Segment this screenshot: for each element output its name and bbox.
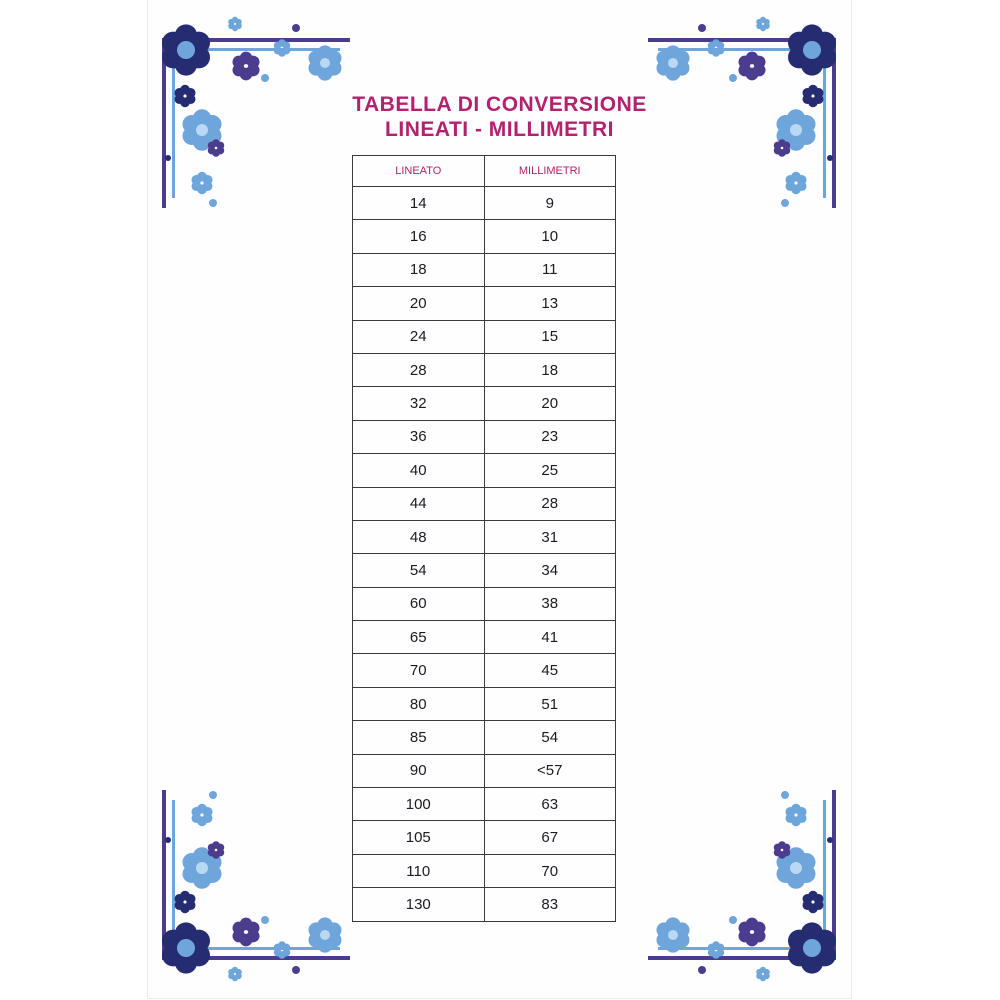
- table-row: [353, 520, 616, 553]
- lineato-cell: 24: [353, 320, 485, 353]
- table-row: [353, 387, 616, 420]
- lineato-cell: 54: [353, 554, 485, 587]
- table-header-row: [353, 156, 616, 187]
- table-row: [353, 353, 616, 386]
- millimetri-cell: 15: [484, 320, 616, 353]
- lineato-cell: 18: [353, 253, 485, 286]
- millimetri-cell: 67: [484, 821, 616, 854]
- millimetri-cell: 13: [484, 287, 616, 320]
- table-row: [353, 587, 616, 620]
- floral-corner-icon-bottom-right: [648, 790, 848, 990]
- table-row: [353, 253, 616, 286]
- millimetri-cell: 18: [484, 353, 616, 386]
- millimetri-cell: 41: [484, 621, 616, 654]
- table-row: [353, 888, 616, 921]
- lineato-cell: 65: [353, 621, 485, 654]
- floral-corner-icon: [648, 790, 848, 990]
- table-row: [353, 220, 616, 253]
- table-row: [353, 420, 616, 453]
- table-row: [353, 687, 616, 720]
- table-row: [353, 454, 616, 487]
- millimetri-cell: 83: [484, 888, 616, 921]
- lineato-cell: 105: [353, 821, 485, 854]
- page-title: TABELLA DI CONVERSIONE: [352, 93, 647, 116]
- lineato-cell: 85: [353, 721, 485, 754]
- column-header-lineato: LINEATO: [353, 156, 485, 187]
- floral-corner-icon: [150, 790, 350, 990]
- millimetri-cell: <57: [484, 754, 616, 787]
- lineato-cell: 100: [353, 788, 485, 821]
- millimetri-cell: 70: [484, 854, 616, 887]
- floral-corner-icon-bottom-left: [150, 790, 350, 990]
- lineato-cell: 110: [353, 854, 485, 887]
- column-header-millimetri: MILLIMETRI: [484, 156, 616, 187]
- lineato-cell: 16: [353, 220, 485, 253]
- lineato-cell: 90: [353, 754, 485, 787]
- millimetri-cell: 20: [484, 387, 616, 420]
- millimetri-cell: 34: [484, 554, 616, 587]
- table-row: [353, 320, 616, 353]
- table-row: [353, 621, 616, 654]
- conversion-table: [352, 155, 616, 922]
- millimetri-cell: 11: [484, 253, 616, 286]
- page-subtitle: LINEATI - MILLIMETRI: [385, 118, 614, 141]
- table-row: [353, 854, 616, 887]
- millimetri-cell: 38: [484, 587, 616, 620]
- lineato-cell: 130: [353, 888, 485, 921]
- table-row: [353, 788, 616, 821]
- table-body: [353, 187, 616, 922]
- lineato-cell: 48: [353, 520, 485, 553]
- millimetri-cell: 28: [484, 487, 616, 520]
- millimetri-cell: 23: [484, 420, 616, 453]
- millimetri-cell: 25: [484, 454, 616, 487]
- lineato-cell: 40: [353, 454, 485, 487]
- millimetri-cell: 51: [484, 687, 616, 720]
- table-row: [353, 187, 616, 220]
- lineato-cell: 70: [353, 654, 485, 687]
- table-row: [353, 721, 616, 754]
- table-row: [353, 554, 616, 587]
- millimetri-cell: 10: [484, 220, 616, 253]
- millimetri-cell: 31: [484, 520, 616, 553]
- table-row: [353, 287, 616, 320]
- millimetri-cell: 54: [484, 721, 616, 754]
- lineato-cell: 20: [353, 287, 485, 320]
- lineato-cell: 44: [353, 487, 485, 520]
- table-row: [353, 654, 616, 687]
- lineato-cell: 32: [353, 387, 485, 420]
- lineato-cell: 36: [353, 420, 485, 453]
- millimetri-cell: 45: [484, 654, 616, 687]
- millimetri-cell: 63: [484, 788, 616, 821]
- lineato-cell: 14: [353, 187, 485, 220]
- lineato-cell: 28: [353, 353, 485, 386]
- table-row: [353, 487, 616, 520]
- lineato-cell: 60: [353, 587, 485, 620]
- table-row: [353, 821, 616, 854]
- lineato-cell: 80: [353, 687, 485, 720]
- millimetri-cell: 9: [484, 187, 616, 220]
- table-row: [353, 754, 616, 787]
